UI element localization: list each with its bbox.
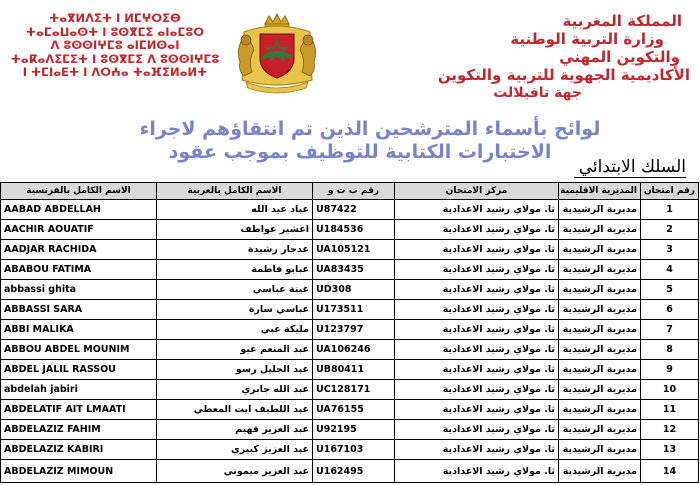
candidate-exam-number: 9: [641, 360, 699, 380]
candidate-name-fr: ABDELAZIZ FAHIM: [1, 420, 157, 440]
candidate-name-fr: AABAD ABDELLAH: [1, 200, 157, 220]
candidate-directorate: مديرية الرشيدية: [559, 460, 641, 483]
candidate-exam-number: 13: [641, 440, 699, 460]
candidate-name-fr: AACHIR AOUATIF: [1, 220, 157, 240]
candidate-name-ar: اعشير عواطف: [157, 220, 313, 240]
candidate-exam-center: ثا. مولاي رشيد الاعدادية: [395, 340, 559, 360]
ministry-name: وزارة التربية الوطنية: [510, 30, 664, 48]
candidate-exam-center: ثا. مولاي رشيد الاعدادية: [395, 280, 559, 300]
candidate-name-fr: ABDELAZIZ KABIRI: [1, 440, 157, 460]
tifinagh-line-4: ⵜⴰⴽⴰⴷⵉⵎⵉⵜ ⵏ ⵓⵙⴳⵎⵉ ⴷ ⵓⵙⵙⵏⵖⵎⵓ: [10, 52, 220, 66]
candidate-exam-center: ثا. مولاي رشيد الاعدادية: [395, 260, 559, 280]
candidate-name-ar: عبد العزيز كبيري: [157, 440, 313, 460]
table-row: [1, 380, 699, 400]
column-header-name-ar: الاسم الكامل بالعربية: [157, 183, 313, 200]
candidate-name-ar: مليكة عبي: [157, 320, 313, 340]
candidate-national-id: U173511: [313, 300, 395, 320]
candidate-exam-center: ثا. مولاي رشيد الاعدادية: [395, 300, 559, 320]
candidate-national-id: UA76155: [313, 400, 395, 420]
candidate-name-fr: ABABOU FATIMA: [1, 260, 157, 280]
candidate-national-id: UD308: [313, 280, 395, 300]
table-row: [1, 440, 699, 460]
candidate-directorate: مديرية الرشيدية: [559, 420, 641, 440]
candidate-directorate: مديرية الرشيدية: [559, 400, 641, 420]
candidate-directorate: مديرية الرشيدية: [559, 240, 641, 260]
tifinagh-line-1: ⵜⴰⴳⵍⴷⵉⵜ ⵏ ⵍⵎⵖⵔⵉⴱ: [49, 12, 181, 25]
candidate-name-fr: abdelah jabiri: [1, 380, 157, 400]
candidate-name-ar: عباسي سارة: [157, 300, 313, 320]
document-title-line-2: الاختبارات الكتابية للتوظيف بموجب عقود: [168, 141, 552, 163]
candidate-name-fr: ABDEL JALIL RASSOU: [1, 360, 157, 380]
kingdom-name: المملكة المغربية: [562, 12, 682, 30]
candidate-exam-number: 8: [641, 340, 699, 360]
candidate-name-ar: عبد الله جابري: [157, 380, 313, 400]
candidate-name-fr: abbassi ghita: [1, 280, 157, 300]
column-header-name-fr: الاسم الكامل بالفرنسية: [1, 183, 157, 200]
candidate-exam-number: 2: [641, 220, 699, 240]
candidate-national-id: UA83435: [313, 260, 395, 280]
column-header-exam-center: مركز الامتحان: [395, 183, 559, 200]
candidate-directorate: مديرية الرشيدية: [559, 260, 641, 280]
candidate-directorate: مديرية الرشيدية: [559, 200, 641, 220]
candidate-name-fr: ABBOU ABDEL MOUNIM: [1, 340, 157, 360]
table-row: [1, 220, 699, 240]
tifinagh-line-2: ⵜⴰⵎⴰⵡⴰⵙⵜ ⵏ ⵓⵙⴳⵎⵉ ⴰⵏⴰⵎⵓⵔ: [25, 25, 205, 39]
table-row: [1, 240, 699, 260]
candidate-name-ar: عبد المنعم عبو: [157, 340, 313, 360]
table-header-row: [1, 183, 699, 200]
candidate-name-ar: عبد الجليل رسو: [157, 360, 313, 380]
candidate-name-fr: ABBI MALIKA: [1, 320, 157, 340]
candidate-directorate: مديرية الرشيدية: [559, 380, 641, 400]
candidate-exam-number: 7: [641, 320, 699, 340]
table-row: [1, 340, 699, 360]
table-row: [1, 280, 699, 300]
candidate-directorate: مديرية الرشيدية: [559, 220, 641, 240]
candidate-national-id: UA106246: [313, 340, 395, 360]
candidate-exam-center: ثا. مولاي رشيد الاعدادية: [395, 380, 559, 400]
candidate-directorate: مديرية الرشيدية: [559, 340, 641, 360]
arabic-header: [332, 12, 690, 102]
candidate-name-fr: ABDELAZIZ MIMOUN: [1, 460, 157, 483]
candidate-national-id: UA105121: [313, 240, 395, 260]
table-row: [1, 200, 699, 220]
candidate-directorate: مديرية الرشيدية: [559, 300, 641, 320]
table-row: [1, 460, 699, 483]
candidate-exam-center: ثا. مولاي رشيد الاعدادية: [395, 360, 559, 380]
candidate-name-ar: عبد العزيز ميموني: [157, 460, 313, 483]
candidate-exam-number: 6: [641, 300, 699, 320]
candidate-name-ar: عبد العزيز فهيم: [157, 420, 313, 440]
candidate-directorate: مديرية الرشيدية: [559, 440, 641, 460]
candidate-national-id: U92195: [313, 420, 395, 440]
candidate-name-fr: ABBASSI SARA: [1, 300, 157, 320]
candidate-national-id: UB80411: [313, 360, 395, 380]
candidate-name-ar: عباد عبد الله: [157, 200, 313, 220]
candidates-table: [0, 182, 699, 483]
candidate-national-id: U167103: [313, 440, 395, 460]
candidate-exam-center: ثا. مولاي رشيد الاعدادية: [395, 440, 559, 460]
candidate-name-ar: غيتة عباسي: [157, 280, 313, 300]
candidate-exam-number: 14: [641, 460, 699, 483]
candidate-name-fr: ABDELATIF AIT LMAATI: [1, 400, 157, 420]
candidate-national-id: U87422: [313, 200, 395, 220]
candidate-national-id: U162495: [313, 460, 395, 483]
candidate-directorate: مديرية الرشيدية: [559, 320, 641, 340]
candidate-exam-center: ثا. مولاي رشيد الاعدادية: [395, 460, 559, 483]
candidate-name-ar: عدجار رشيدة: [157, 240, 313, 260]
tifinagh-line-3: ⴷ ⵓⵙⵙⵏⵖⵎⵓ ⴰⵏⵎⵍⵙⴰⵏ: [50, 39, 180, 52]
candidate-name-ar: عبد اللطيف ايت المعطي: [157, 400, 313, 420]
candidate-exam-number: 11: [641, 400, 699, 420]
table-row: [1, 360, 699, 380]
candidate-exam-center: ثا. مولاي رشيد الاعدادية: [395, 400, 559, 420]
candidate-exam-number: 3: [641, 240, 699, 260]
tifinagh-header: [6, 12, 224, 80]
cycle-label: السلك الابتدائي: [578, 157, 686, 177]
candidate-directorate: مديرية الرشيدية: [559, 360, 641, 380]
candidate-exam-number: 12: [641, 420, 699, 440]
ministry-name-continued: والتكوين المهني: [559, 48, 680, 66]
region-name: جهة تافيلالت: [493, 85, 582, 101]
candidate-exam-number: 10: [641, 380, 699, 400]
candidate-exam-center: ثا. مولاي رشيد الاعدادية: [395, 420, 559, 440]
candidate-exam-center: ثا. مولاي رشيد الاعدادية: [395, 220, 559, 240]
table-row: [1, 420, 699, 440]
candidate-national-id: UC128171: [313, 380, 395, 400]
candidate-national-id: U184536: [313, 220, 395, 240]
column-header-directorate: المديرية الاقليمية: [559, 183, 641, 200]
table-row: [1, 300, 699, 320]
candidate-exam-number: 4: [641, 260, 699, 280]
candidate-exam-center: ثا. مولاي رشيد الاعدادية: [395, 240, 559, 260]
candidate-name-fr: AADJAR RACHIDA: [1, 240, 157, 260]
academy-name: الأكاديمية الجهوية للتربية والتكوين: [437, 66, 690, 84]
moroccan-coat-of-arms-icon: [232, 10, 322, 98]
tifinagh-line-5: ⵏ ⵜⵎⵏⴰⴹⵜ ⵏ ⴷⵔⵄⴰ ⵜⴰⴼⵉⵍⴰⵍⵜ: [22, 66, 208, 79]
table-row: [1, 400, 699, 420]
candidate-exam-center: ثا. مولاي رشيد الاعدادية: [395, 320, 559, 340]
table-row: [1, 260, 699, 280]
candidate-national-id: U123797: [313, 320, 395, 340]
column-header-national-id: رقم ب ت و: [313, 183, 395, 200]
column-header-exam-number: رقم امتحان: [641, 183, 699, 200]
candidate-exam-number: 1: [641, 200, 699, 220]
candidate-directorate: مديرية الرشيدية: [559, 280, 641, 300]
document-title-line-1: لوائح بأسماء المترشحين الذين تم انتقاؤهم لاجراء: [139, 118, 601, 140]
candidate-exam-number: 5: [641, 280, 699, 300]
table-row: [1, 320, 699, 340]
candidate-name-ar: عبابو فاطمة: [157, 260, 313, 280]
cycle-label-underline: [574, 177, 686, 178]
candidate-exam-center: ثا. مولاي رشيد الاعدادية: [395, 200, 559, 220]
